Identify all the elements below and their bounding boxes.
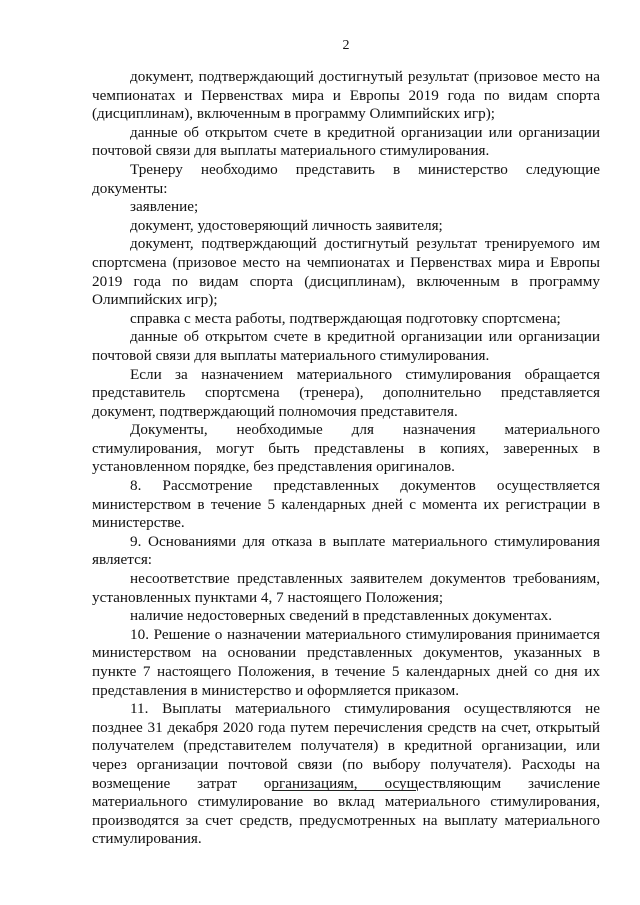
paragraph-copies: Документы, необходимые для назначения материального стимулирования, могут быть представлены в копиях, заверенных в установленном порядке, без представления оригиналов. — [92, 421, 600, 476]
paragraph-item-9: 9. Основаниями для отказа в выплате материального стимулирования является: — [92, 532, 600, 569]
paragraph-athlete-result-document: документ, подтверждающий достигнутый результат (призовое место на чемпионатах и Первенствах мира и Европы 2019 года по видам спорта (дисциплинам), включенным в программу Олимпийских игр); — [92, 68, 600, 123]
paragraph-coach-work-certificate: справка с места работы, подтверждающая подготовку спортсмена; — [130, 309, 561, 327]
paragraph-coach-result-document: документ, подтверждающий достигнутый результат тренируемого им спортсмена (призовое место на чемпионатах и Первенствах мира и Европы 2019 года по видам спорта (дисциплинам), включенным в программу Олимпийских игр); — [92, 235, 600, 309]
paragraph-coach-bank-account: данные об открытом счете в кредитной организации или организации почтовой связи для выплаты материального стимулирования. — [92, 328, 600, 364]
closing-divider-line — [272, 790, 416, 791]
paragraph-item-10: 10. Решение о назначении материального стимулирования принимается министерством на основании представленных документов, указанных в пункте 7 настоящего Положения, в течение 5 календарных дней со дня их представления в министерство и оформляется приказом. — [92, 625, 600, 699]
paragraph-refusal-mismatch: несоответствие представленных заявителем документов требованиям, установленных пунктами 4, 7 настоящего Положения; — [92, 570, 600, 606]
paragraph-refusal-false-info: наличие недостоверных сведений в представленных документах. — [130, 607, 553, 625]
paragraph-athlete-bank-account: данные об открытом счете в кредитной организации или организации почтовой связи для выплаты материального стимулирования. — [92, 123, 600, 160]
paragraph-coach-documents-intro: Тренеру необходимо представить в министерство следующие документы: — [92, 160, 600, 197]
paragraph-item-11: 11. Выплаты материального стимулирования осуществляются не позднее 31 декабря 2020 года путем перечисления средств на счет, открытый получателем (представителем получателя) в кредитной организации, или через организации почтовой связи (по выбору получателя). Расходы на возмещение затрат организациям, осуществляющим зачисление материального стимулирование во вклад материального стимулирования, производятся за счет средств, предусмотренных на выплату материального стимулирования. — [92, 700, 600, 848]
paragraph-item-8: 8. Рассмотрение представленных документов осуществляется министерством в течение 5 календарных дней с момента их регистрации в министерстве. — [92, 477, 600, 532]
paragraph-coach-application: заявление; — [130, 198, 199, 216]
paragraph-representative: Если за назначением материального стимулирования обращается представитель спортсмена (тренера), дополнительно представляется документ, подтверждающий полномочия представителя. — [92, 365, 600, 420]
page-number: 2 — [342, 38, 350, 53]
paragraph-coach-identity: документ, удостоверяющий личность заявителя; — [130, 216, 443, 234]
